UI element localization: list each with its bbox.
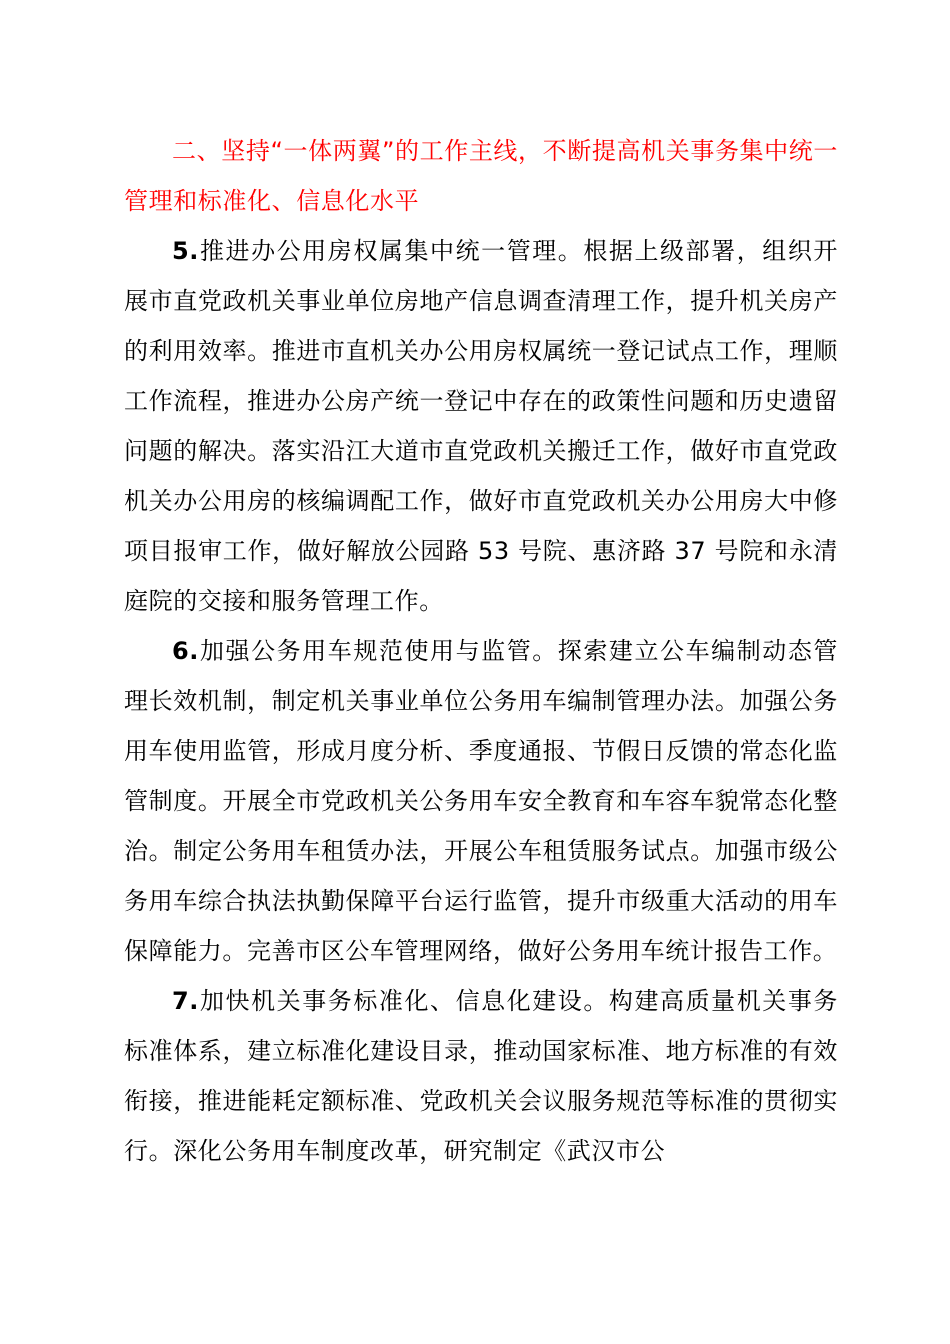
paragraph-number: 7.: [172, 987, 200, 1015]
paragraph-7: [124, 976, 838, 1176]
document-page: [124, 126, 838, 1176]
paragraph-6: [124, 626, 838, 976]
paragraph-text: 推进办公用房权属集中统一管理。根据上级部署，组织开展市直党政机关事业单位房地产信息调查清理工作，提升机关房产的利用效率。推进市直机关办公用房权属统一登记试点工作，理顺工作流程，推进办公房产统一登记中存在的政策性问题和历史遗留问题的解决。落实沿江大道市直党政机关搬迁工作，做好市直党政机关办公用房的核编调配工作，做好市直党政机关办公用房大中修项目报审工作，做好解放公园路 53 号院、惠济路 37 号院和永清庭院的交接和服务管理工作。: [124, 237, 838, 615]
paragraph-text: 加强公务用车规范使用与监管。探索建立公车编制动态管理长效机制，制定机关事业单位公务用车编制管理办法。加强公务用车使用监管，形成月度分析、季度通报、节假日反馈的常态化监管制度。开展全市党政机关公务用车安全教育和车容车貌常态化整治。制定公务用车租赁办法，开展公车租赁服务试点。加强市级公务用车综合执法执勤保障平台运行监管，提升市级重大活动的用车保障能力。完善市区公车管理网络，做好公务用车统计报告工作。: [124, 637, 838, 965]
paragraph-number: 6.: [172, 637, 200, 665]
paragraph-5: [124, 226, 838, 626]
paragraph-text: 加快机关事务标准化、信息化建设。构建高质量机关事务标准体系，建立标准化建设目录，推动国家标准、地方标准的有效衔接，推进能耗定额标准、党政机关会议服务规范等标准的贯彻实行。深化公务用车制度改革，研究制定《武汉市公: [124, 987, 838, 1165]
section-heading: 二、坚持“一体两翼”的工作主线，不断提高机关事务集中统一管理和标准化、信息化水平: [124, 137, 838, 215]
paragraph-number: 5.: [172, 237, 200, 265]
